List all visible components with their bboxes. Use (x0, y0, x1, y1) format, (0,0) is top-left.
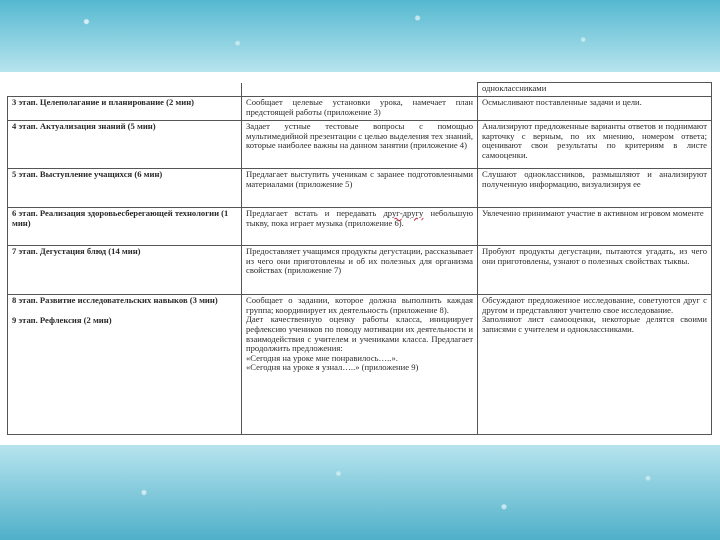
table-row (8, 295, 712, 435)
stage-name: 6 этап. Реализация здоровьесберегающей технологии (1 мин) (8, 208, 242, 246)
bottom-background-band (0, 445, 720, 540)
table-row (8, 97, 712, 121)
top-background-band (0, 0, 720, 72)
teacher-activity: Предоставляет учащимся продукты дегустации, рассказывает из чего они приготовлены и об их полезных для организма свойствах (приложение 7) (242, 246, 478, 295)
pupil-activity (478, 295, 712, 435)
stage-name: 4 этап. Актуализация знаний (5 мин) (8, 121, 242, 169)
stage-name: 3 этап. Целеполагание и планирование (2 мин) (8, 97, 242, 121)
stage-name: 5 этап. Выступление учащихся (6 мин) (8, 169, 242, 208)
teacher-activity (242, 295, 478, 435)
stage-name (8, 295, 242, 435)
pupil-activity: Пробуют продукты дегустации, пытаются угадать, из чего они приготовлены, узнают о полезных свойствах тыквы. (478, 246, 712, 295)
sentence-prompt-1: «Сегодня на уроке мне понравилось…..». (246, 352, 398, 363)
lesson-plan-table (7, 82, 712, 435)
slide (0, 72, 720, 445)
pupil-activity: Слушают одноклассников, размышляют и анализируют полученную информацию, визуализируя ее (478, 169, 712, 208)
teacher-activity-8: Сообщает о задании, которое должна выполнить каждая группа; координирует их деятельность (приложение 8). (246, 295, 473, 315)
pupil-activity-9: Заполняют лист самооценки, некоторые делятся своими записями с учителем и одноклассниками. (482, 314, 707, 334)
teacher-activity: Задает устные тестовые вопросы с помощью мультимедийной презентации с целью выделения тех знаний, которые наиболее важны на данном занятии (приложение 4) (242, 121, 478, 169)
teacher-activity: Предлагает выступить ученикам с заранее подготовленными материалами (приложение 5) (242, 169, 478, 208)
pupil-activity: Анализируют предложенные варианты ответов и поднимают карточку с верным, по их мнению, номером ответа; оценивают свои результаты по критериям в листе самооценки. (478, 121, 712, 169)
teacher-activity: Сообщает целевые установки урока, намечает план предстоящей работы (приложение 3) (242, 97, 478, 121)
pupil-activity-continuation: одноклассниками (478, 83, 712, 97)
pupil-activity: Увлеченно принимают участие в активном игровом моменте (478, 208, 712, 246)
pupil-activity: Осмысливают поставленные задачи и цели. (478, 97, 712, 121)
stage-name: 7 этап. Дегустация блюд (14 мин) (8, 246, 242, 295)
table-row (8, 208, 712, 246)
empty-cell (242, 83, 478, 97)
table-row (8, 246, 712, 295)
sentence-prompt-2: «Сегодня на уроке я узнал…..» (приложение 9) (246, 362, 419, 373)
empty-cell (8, 83, 242, 97)
table-row (8, 83, 712, 97)
pupil-activity-8: Обсуждают предложенное исследование, советуются друг с другом и представляют учителю свое исследование. (482, 295, 707, 315)
teacher-activity (242, 208, 478, 246)
teacher-activity-underlined: друг-другу (383, 208, 424, 218)
teacher-activity-9: Дает качественную оценку работы класса, инициирует рефлексию учеников по поводу мотивации их деятельности и взаимодействия с учителем и учениками класса. Предлагает продолжить предложения: (246, 314, 473, 354)
stage-name-9: 9 этап. Рефлексия (2 мин) (12, 314, 112, 325)
teacher-activity-text: Предлагает встать и передавать (246, 208, 384, 218)
stage-name-8: 8 этап. Развитие исследовательских навыков (3 мин) (12, 295, 218, 305)
table-row (8, 169, 712, 208)
table-row (8, 121, 712, 169)
teacher-activity-text: небольшую тыкву, пока играет музыка (приложение 6). (246, 208, 473, 228)
